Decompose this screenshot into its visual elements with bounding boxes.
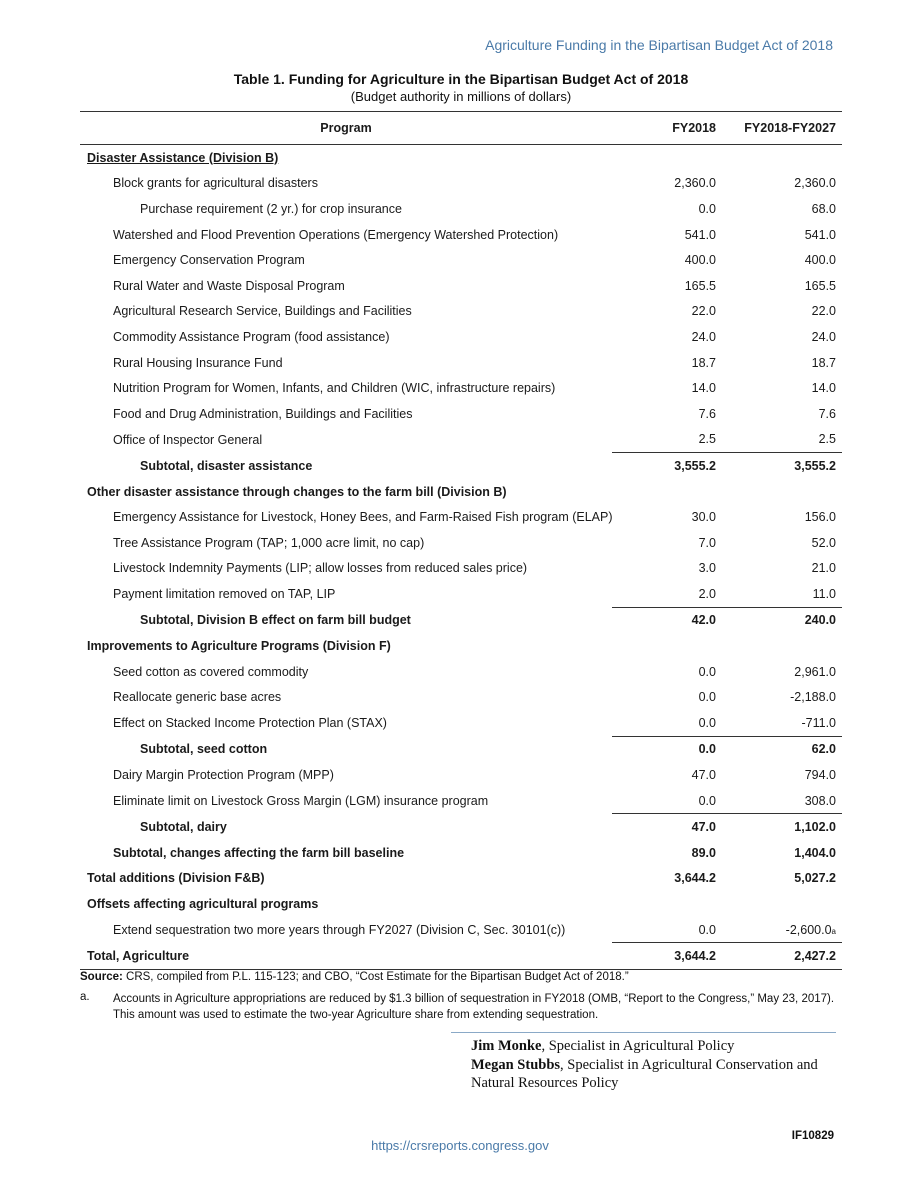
author-entry [471, 1037, 841, 1056]
row-fy2018: 42.0 [612, 607, 722, 633]
row-label: Livestock Indemnity Payments (LIP; allow losses from reduced sales price) [113, 561, 528, 576]
row-label: Purchase requirement (2 yr.) for crop insurance [140, 201, 402, 216]
footnote-ref: a [831, 926, 836, 936]
row-fy2018-fy2027: 308.0 [804, 793, 836, 808]
total-row [80, 943, 842, 970]
row-fy2018-fy2027: 5,027.2 [794, 871, 836, 886]
row-fy2018: 2.5 [698, 432, 716, 447]
row-fy2018-fy2027: 68.0 [811, 201, 836, 216]
row-fy2018 [612, 145, 722, 171]
section-heading: Offsets affecting agricultural programs [87, 897, 319, 912]
row-label: Emergency Assistance for Livestock, Honey Bees, and Farm-Raised Fish program (ELAP) [113, 510, 613, 525]
row-fy2018: 3,644.2 [612, 943, 722, 970]
row-fy2018-fy2027: 14.0 [811, 381, 836, 396]
row-label: Extend sequestration two more years through FY2027 (Division C, Sec. 30101(c)) [113, 922, 566, 937]
table-subtitle: (Budget authority in millions of dollars) [350, 89, 572, 104]
row-fy2018 [612, 633, 722, 659]
row-label: Subtotal, Division B effect on farm bill budget [140, 613, 411, 628]
row-fy2018-fy2027: 240.0 [722, 607, 842, 633]
row-fy2018-fy2027: 11.0 [812, 586, 836, 601]
row-fy2018: 0.0 [698, 793, 716, 808]
row-fy2018: 22.0 [691, 304, 716, 319]
row-fy2018-fy2027: 22.0 [811, 304, 836, 319]
row-fy2018: 2.0 [698, 586, 716, 601]
table-row [80, 324, 842, 350]
footnote-text: Accounts in Agriculture appropriations are reduced by $1.3 billion of sequestration in FY2018 (OMB, “Report to the Congress,” May 23, 2017). This amount was used to estimate the two-year Agriculture share from extending sequestration. [113, 993, 835, 1021]
column-header-program: Program [80, 112, 612, 145]
row-fy2018-fy2027: 794.0 [804, 768, 836, 783]
row-label: Subtotal, seed cotton [140, 742, 268, 757]
table-row [80, 917, 842, 943]
row-fy2018: 2,360.0 [674, 176, 716, 191]
funding-table [80, 111, 842, 970]
table-footnote [80, 991, 842, 1023]
row-fy2018-fy2027: 62.0 [722, 736, 842, 762]
row-fy2018: 14.0 [691, 381, 716, 396]
row-label: Tree Assistance Program (TAP; 1,000 acre limit, no cap) [113, 535, 425, 550]
row-fy2018: 3,644.2 [674, 871, 716, 886]
source-label: Source: [80, 971, 123, 983]
row-fy2018: 7.6 [698, 406, 716, 421]
row-fy2018: 3,555.2 [612, 453, 722, 479]
table-row [80, 891, 842, 917]
subtotal-row [80, 814, 842, 840]
row-fy2018: 7.0 [698, 535, 716, 550]
table-row [80, 401, 842, 427]
row-fy2018-fy2027: 2.5 [818, 432, 836, 447]
subtotal-row [80, 736, 842, 762]
row-fy2018-fy2027: 2,360.0 [794, 176, 836, 191]
row-label: Rural Housing Insurance Fund [113, 355, 283, 370]
table-row [80, 633, 842, 659]
column-header-fy2018: FY2018 [612, 112, 722, 145]
table-row [80, 684, 842, 710]
running-header: Agriculture Funding in the Bipartisan Budget Act of 2018 [485, 37, 833, 53]
document-id: IF10829 [791, 1130, 834, 1142]
row-fy2018: 18.7 [691, 355, 716, 370]
table-row [80, 530, 842, 556]
row-label: Total, Agriculture [80, 943, 612, 970]
row-label: Subtotal, disaster assistance [140, 458, 313, 473]
table-row [80, 299, 842, 325]
subtotal-row [80, 453, 842, 479]
row-label: Payment limitation removed on TAP, LIP [113, 587, 336, 602]
author-name: Jim Monke [471, 1038, 542, 1054]
row-fy2018-fy2027 [722, 917, 842, 943]
table-row [80, 375, 842, 401]
section-heading: Other disaster assistance through changes to the farm bill (Division B) [87, 484, 507, 499]
row-fy2018: 0.0 [612, 736, 722, 762]
row-label: Nutrition Program for Women, Infants, and Children (WIC, infrastructure repairs) [113, 381, 556, 396]
row-fy2018: 0.0 [698, 690, 716, 705]
table-row [80, 427, 842, 453]
footer-url-link[interactable]: https://crsreports.congress.gov [371, 1138, 549, 1153]
total-row [80, 866, 842, 892]
footnote-marker: a. [80, 991, 90, 1003]
row-fy2018-fy2027: 52.0 [811, 535, 836, 550]
row-label: Reallocate generic base acres [113, 690, 282, 705]
row-label: Agricultural Research Service, Buildings and Facilities [113, 304, 412, 319]
row-fy2018: 47.0 [691, 768, 716, 783]
row-fy2018-fy2027: 1,102.0 [722, 814, 842, 840]
table-title: Table 1. Funding for Agriculture in the Bipartisan Budget Act of 2018 [233, 71, 689, 87]
row-fy2018: 47.0 [612, 814, 722, 840]
row-fy2018-fy2027: 1,404.0 [794, 845, 836, 860]
row-fy2018-fy2027: 165.5 [804, 278, 836, 293]
source-text: CRS, compiled from P.L. 115-123; and CBO, “Cost Estimate for the Bipartisan Budget Act of 2018.” [122, 971, 629, 983]
table-source [80, 971, 842, 983]
row-fy2018: 0.0 [698, 922, 716, 937]
table-row [80, 710, 842, 736]
row-label: Watershed and Flood Prevention Operations (Emergency Watershed Protection) [113, 227, 559, 242]
row-label: Total additions (Division F&B) [87, 871, 265, 886]
author-entry [471, 1056, 841, 1093]
row-fy2018: 3.0 [698, 561, 716, 576]
table-row [80, 479, 842, 505]
row-fy2018-fy2027: 2,427.2 [722, 943, 842, 970]
row-fy2018-fy2027: 156.0 [804, 510, 836, 525]
row-fy2018 [612, 891, 722, 917]
subtotal-row [80, 607, 842, 633]
row-fy2018: 89.0 [691, 845, 716, 860]
table-row [80, 556, 842, 582]
row-label: Effect on Stacked Income Protection Plan (STAX) [113, 716, 387, 731]
row-fy2018-fy2027 [722, 479, 842, 505]
row-fy2018: 0.0 [698, 201, 716, 216]
table-row [80, 581, 842, 607]
row-fy2018-fy2027: 18.7 [811, 355, 836, 370]
row-fy2018-fy2027 [722, 145, 842, 171]
section-heading: Disaster Assistance (Division B) [87, 150, 279, 165]
row-fy2018-fy2027: -2,188.0 [790, 690, 836, 705]
row-fy2018-fy2027: 541.0 [804, 227, 836, 242]
table-header-row [80, 112, 842, 145]
row-fy2018: 0.0 [698, 664, 716, 679]
row-fy2018-fy2027: -711.0 [801, 715, 836, 730]
table-row [80, 788, 842, 814]
table-row [80, 762, 842, 788]
author-divider [451, 1032, 836, 1033]
row-fy2018-fy2027: 24.0 [811, 329, 836, 344]
author-name: Megan Stubbs [471, 1056, 561, 1073]
table-row [80, 659, 842, 685]
table-row [80, 273, 842, 299]
row-fy2018-fy2027: 21.0 [811, 561, 836, 576]
table-row [80, 504, 842, 530]
table-row [80, 350, 842, 376]
table-row [80, 222, 842, 248]
row-fy2018: 24.0 [691, 329, 716, 344]
row-fy2018 [612, 479, 722, 505]
row-fy2018: 0.0 [698, 715, 716, 730]
row-label: Office of Inspector General [113, 432, 263, 447]
table-row [80, 196, 842, 222]
column-header-fy2018-fy2027: FY2018-FY2027 [722, 112, 842, 145]
row-fy2018: 541.0 [684, 227, 716, 242]
row-fy2018: 400.0 [684, 253, 716, 268]
table-row [80, 247, 842, 273]
row-label: Emergency Conservation Program [113, 253, 305, 268]
row-label: Subtotal, changes affecting the farm bill baseline [113, 845, 405, 860]
row-label: Seed cotton as covered commodity [113, 664, 309, 679]
row-fy2018: 165.5 [684, 278, 716, 293]
subtotal-row [80, 840, 842, 866]
row-fy2018-fy2027 [722, 891, 842, 917]
author-title: , Specialist in Agricultural Policy [541, 1038, 735, 1054]
table-row [80, 145, 842, 171]
row-label: Food and Drug Administration, Buildings and Facilities [113, 406, 413, 421]
row-label: Commodity Assistance Program (food assistance) [113, 329, 390, 344]
author-block [471, 1037, 841, 1093]
row-value: -2,600.0 [785, 922, 832, 937]
row-fy2018: 30.0 [691, 510, 716, 525]
row-fy2018-fy2027: 7.6 [818, 406, 836, 421]
section-heading: Improvements to Agriculture Programs (Division F) [87, 639, 391, 654]
table-row [80, 171, 842, 197]
author-title: , Specialist in Agricultural Conservation and Natural Resources Policy [471, 1056, 818, 1091]
row-fy2018-fy2027 [722, 633, 842, 659]
row-fy2018-fy2027: 3,555.2 [722, 453, 842, 479]
row-label [80, 145, 612, 171]
row-fy2018-fy2027: 400.0 [804, 253, 836, 268]
row-label: Rural Water and Waste Disposal Program [113, 278, 345, 293]
row-label: Dairy Margin Protection Program (MPP) [113, 768, 334, 783]
row-label: Block grants for agricultural disasters [113, 176, 318, 191]
row-fy2018-fy2027: 2,961.0 [794, 664, 836, 679]
row-label: Eliminate limit on Livestock Gross Margin (LGM) insurance program [113, 793, 489, 808]
row-label: Subtotal, dairy [140, 819, 227, 834]
